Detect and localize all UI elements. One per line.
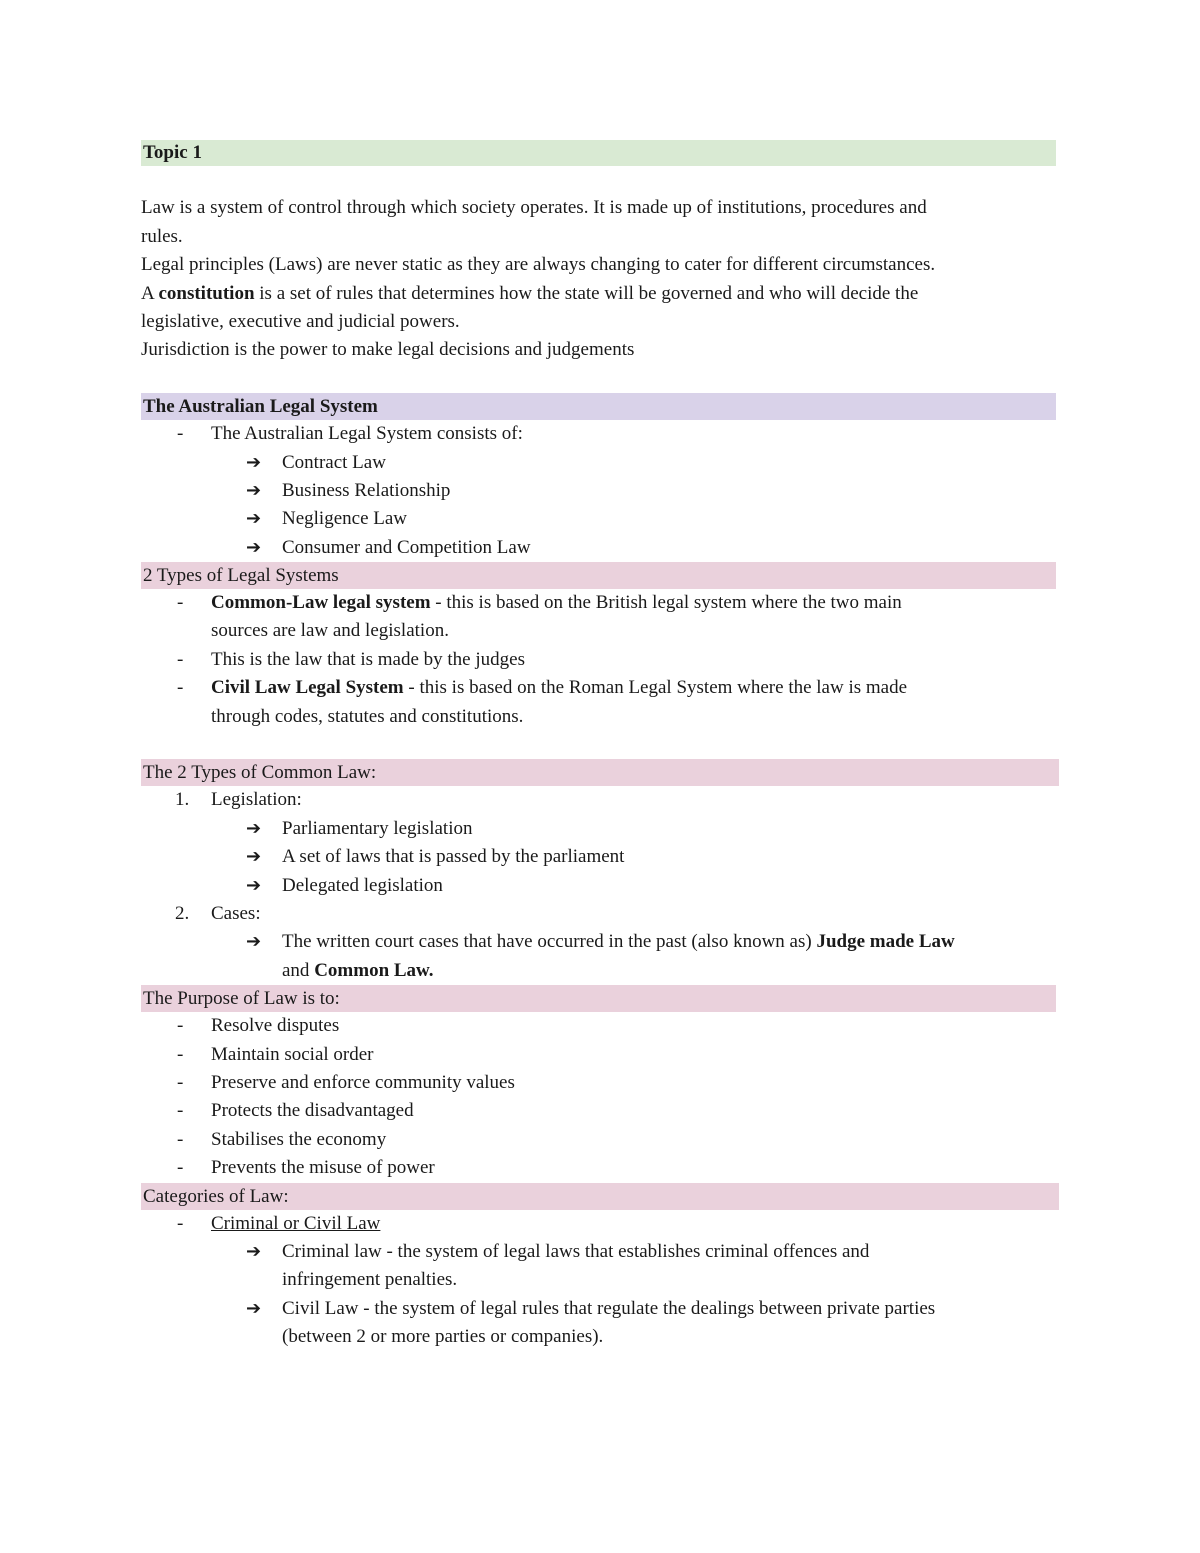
list-item: ➔ Contract Law	[141, 449, 1056, 477]
topic-heading: Topic 1	[141, 140, 1056, 166]
dash-bullet: -	[177, 1100, 184, 1122]
criminal-civil-subheading: Criminal or Civil Law	[211, 1212, 381, 1234]
spacer	[141, 731, 1056, 759]
arrow-bullet-icon: ➔	[246, 451, 262, 473]
arrow-bullet-icon: ➔	[246, 874, 262, 896]
list-item-continuation: (between 2 or more parties or companies).	[282, 1326, 604, 1348]
civil-law-term: Civil Law Legal System	[211, 677, 404, 699]
categories-heading: Categories of Law:	[141, 1183, 1059, 1210]
list-item: ➔ Business Relationship	[141, 477, 1056, 505]
list-item: - Common-Law legal system - this is based on the British legal system where the two main	[141, 589, 1056, 617]
spacer	[141, 166, 1056, 194]
list-item: ➔ Criminal law - the system of legal laws that establishes criminal offences and	[141, 1238, 1056, 1266]
document-content	[141, 140, 1056, 1351]
list-item: - Civil Law Legal System - this is based on the Roman Legal System where the law is made	[141, 674, 1056, 702]
dash-bullet: -	[177, 1015, 184, 1037]
dash-bullet: -	[177, 648, 184, 670]
list-item: - Preserve and enforce community values	[141, 1069, 1056, 1097]
list-number: 1.	[175, 789, 190, 811]
arrow-bullet-icon: ➔	[246, 1297, 262, 1319]
dash-bullet: -	[177, 1128, 184, 1150]
numbered-item: 1. Legislation:	[141, 786, 1056, 814]
arrow-bullet-icon: ➔	[246, 508, 262, 530]
arrow-bullet-icon: ➔	[246, 1240, 262, 1262]
purpose-heading: The Purpose of Law is to:	[141, 985, 1056, 1012]
list-item-continuation: through codes, statutes and constitutions.	[211, 705, 524, 727]
list-item: ➔ A set of laws that is passed by the parliament	[141, 843, 1056, 871]
dash-bullet: -	[177, 677, 184, 699]
intro-line: Legal principles (Laws) are never static as they are always changing to cater for different circumstances.	[141, 254, 936, 276]
list-item-continuation: infringement penalties.	[282, 1269, 458, 1291]
dash-bullet: -	[177, 1157, 184, 1179]
arrow-bullet-icon: ➔	[246, 846, 262, 868]
constitution-line-2: legislative, executive and judicial powers.	[141, 310, 460, 332]
common-law-term-2: Common Law.	[314, 959, 434, 981]
dash-bullet: -	[177, 592, 184, 614]
arrow-bullet-icon: ➔	[246, 931, 262, 953]
list-item: - Stabilises the economy	[141, 1126, 1056, 1154]
list-item: ➔ Civil Law - the system of legal rules that regulate the dealings between private parties	[141, 1295, 1056, 1323]
list-item: ➔ The written court cases that have occurred in the past (also known as) Judge made Law	[141, 928, 1056, 956]
list-item: - Prevents the misuse of power	[141, 1154, 1056, 1182]
judge-made-law-term: Judge made Law	[816, 931, 955, 953]
list-number: 2.	[175, 902, 190, 924]
common-law-term: Common-Law legal system	[211, 592, 431, 614]
dash-bullet: -	[177, 423, 184, 445]
list-item: ➔ Delegated legislation	[141, 872, 1056, 900]
arrow-bullet-icon: ➔	[246, 817, 262, 839]
list-item: - Protects the disadvantaged	[141, 1097, 1056, 1125]
list-item: ➔ Parliamentary legislation	[141, 815, 1056, 843]
numbered-item: 2. Cases:	[141, 900, 1056, 928]
dash-bullet: -	[177, 1043, 184, 1065]
list-item: - This is the law that is made by the judges	[141, 646, 1056, 674]
australian-system-heading: The Australian Legal System	[141, 393, 1056, 420]
list-item: - Maintain social order	[141, 1041, 1056, 1069]
arrow-bullet-icon: ➔	[246, 479, 262, 501]
list-item-continuation: and Common Law.	[282, 959, 434, 981]
dash-bullet: -	[177, 1071, 184, 1093]
legal-systems-heading: 2 Types of Legal Systems	[141, 562, 1056, 589]
common-law-types-heading: The 2 Types of Common Law:	[141, 759, 1059, 786]
list-item: ➔ Consumer and Competition Law	[141, 534, 1056, 562]
list-item	[141, 1210, 1056, 1238]
spacer	[141, 365, 1056, 393]
constitution-line: A constitution is a set of rules that determines how the state will be governed and who will decide the	[141, 282, 919, 304]
list-item: ➔ Negligence Law	[141, 505, 1056, 533]
constitution-term: constitution	[158, 282, 255, 304]
jurisdiction-line: Jurisdiction is the power to make legal decisions and judgements	[141, 339, 635, 361]
intro-line: Law is a system of control through which society operates. It is made up of institutions, procedures and	[141, 197, 927, 219]
arrow-bullet-icon: ➔	[246, 536, 262, 558]
list-item: - Resolve disputes	[141, 1012, 1056, 1040]
dash-bullet: -	[177, 1212, 184, 1234]
intro-line: rules.	[141, 225, 183, 247]
list-item-continuation: sources are law and legislation.	[211, 620, 449, 642]
list-item: - The Australian Legal System consists of:	[141, 420, 1056, 448]
